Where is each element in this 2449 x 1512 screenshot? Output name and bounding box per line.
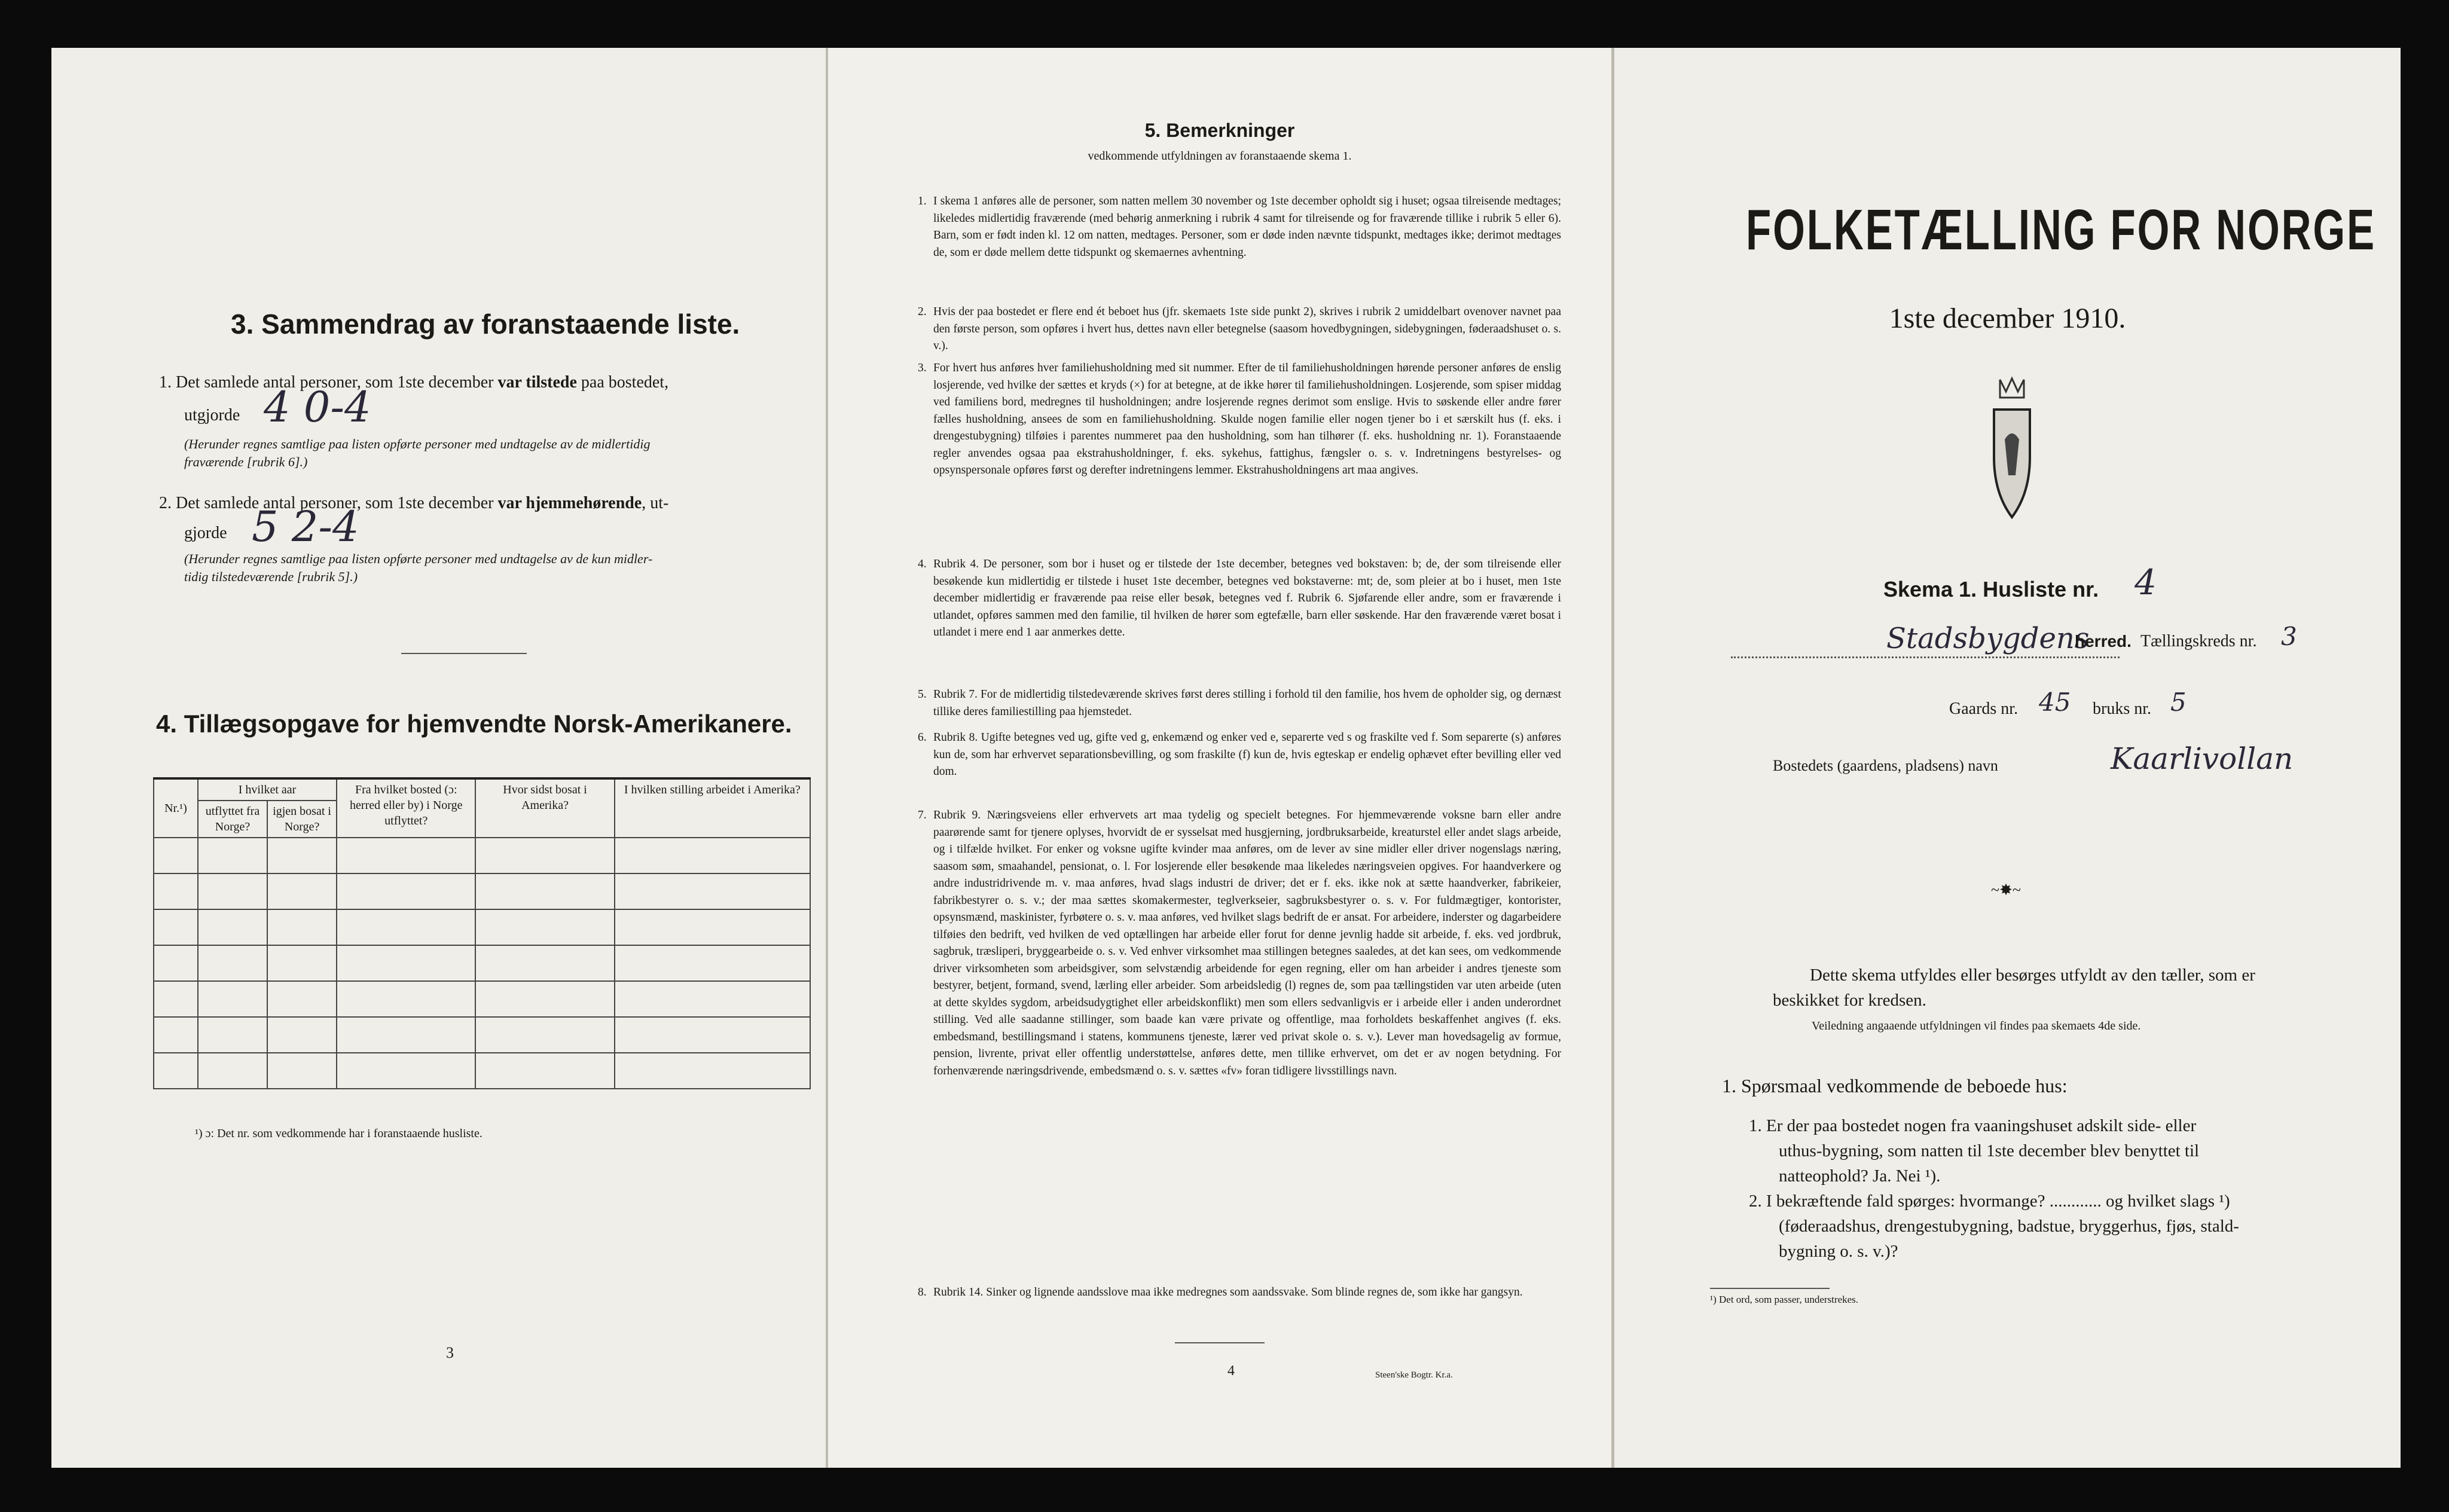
question-2: 2. I bekræftende fald spørges: hvormange? ............ og hvilket slags ¹) (føderaadshus, drengestubygning, badstue, bryggerhus, fjøs, stald- bygning o. s. v.)? xyxy=(1749,1192,2239,1261)
census-date: 1ste december 1910. xyxy=(1889,303,2126,334)
col-amerika-bosat: Hvor sidst bosat i Amerika? xyxy=(475,778,614,838)
handwritten-resident-count: 5 2-4 xyxy=(252,502,359,551)
info-text: Dette skema utfyldes eller besørges utfyldt av den tæller, som er beskikket for kredsen. xyxy=(1773,966,2255,1010)
remarks-subtitle: vedkommende utfyldningen av foranstaaende skema 1. xyxy=(1088,149,1352,163)
page-3 xyxy=(51,48,826,1468)
remark-item-3: 3. For hvert hus anføres hver familiehusholdning med sit nummer. Efter de til familiehusholdningen hørende personer anføres de enslig losjerende, ved hvilke der sættes et kryds (×) for at betegne, at de ikke hører til familiehusholdningen. Losjerende, som spiser middag ved familiens bord, medregnes til husholdningen; andre losjerende regnes derimot som enslige. Hvis to søskende eller andre fører fælles husholdning, ansees de som en familiehusholdning. Skulde nogen familie eller nogen tjener bo i et særskilt hus (f. eks. i drengestubygning) tilføies i parentes nummeret paa den husholdning, som han tilhører (f. eks. husholdning nr. 1). Foranstaaende regler anvendes ogsaa paa ekstrahusholdninger, f. eks. sykehus, fattighus, fængsler o. s. v. Indretningens bestyrelses- og opsynspersonale opføres først og derefter indretningens lemmer. Ekstrahusholdningens art maa angives. xyxy=(918,362,1561,476)
col-fra-bosted: Fra hvilket bosted (ɔ: herred eller by) i Norge utflyttet? xyxy=(337,778,475,838)
summary-item-1-note: (Herunder regnes samtlige paa listen opførte personer med undtagelse av de midlertidig fraværende [rubrik 6].) xyxy=(184,436,651,469)
bruks-label: bruks nr. xyxy=(2093,700,2151,718)
remark-item-7: 7. Rubrik 9. Næringsveiens eller erhvervets art maa tydelig og specielt betegnes. For hjemmeværende voksne barn eller andre paarørende samt for tjenere oplyses, hvorvidt de er sysselsat med husgjerning, jordbruksarbeide, kreaturstel eller andet slags arbeide, og i tilfælde hvilket. For enker og voksne ugifte kvinder maa anføres, om de lever av sine midler eller driver nogenslags næring, saasom søm, smaahandel, pensionat, o. l. For losjerende eller besøkende maa likeledes næringsveien opgives. For haandverkere og andre industridrivende m. v. maa anføres, hvad slags industri de driver; det er f. eks. ikke nok at sætte haandverker, fabrikeier, fabrikbestyrer o. s. v.; der maa sættes skomakermester, teglverkseier, sagbruksbestyrer o. s. v. For fuldmægtiger, kontorister, opsynsmænd, maskinister, fyrbøtere o. s. v. maa anføres, ved hvilket slags bedrift de er ansat. For arbeidere, inderster og dagarbeidere tilføies den bedrift, ved hvilken de ved optællingen har arbeide eller forut for denne jevnlig hadde sit arbeide, f. eks. ved jordbruk, sagbruk, træsliperi, bryggearbeide o. s. v. Ved enhver virksomhet maa stillingen betegnes saaledes, at det kan sees, om vedkommende driver virksomheten som arbeidsgiver, som selvstændig arbeidende for egen regning, eller om han arbeider i andres tjeneste som bestyrer, betjent, formand, svend, lærling eller arbeider. Som arbeidsledig (l) regnes de, som paa tællingstiden var uten arbeide (uten at dette skyldes sygdom, arbeidsudygtighet eller arbeidskonflikt) men som ellers sedvanligvis er i arbeide eller i anden underordnet stilling. Ved alle saadanne stillinger, som baade kan være private og offentlige, maa forholdets beskaffenhet angives (f. eks. embedsmand, bestillingsmand i statens, kommunens tjeneste, lærer ved privat skole o. s. v.). Lever man hovedsagelig av formue, pension, livrente, privat eller offentlig understøttelse, anføres dette, men tillike erhvervet, om det er av nogen betydning. For forhenværende næringsdrivende, embedsmænd o. s. v. sættes «fv» foran tidligere livsstillings navn. xyxy=(918,809,1561,1077)
handwritten-present-count: 4 0-4 xyxy=(264,383,371,432)
remark-item-4: 4. Rubrik 4. De personer, som bor i huset og er tilstede der 1ste december, betegnes ved bokstaven: b; de, der som tilreisende eller besøkende kun midlertidig er tilstede i huset 1ste december, betegnes ved bokstaverne: mt; de, som pleier at bo i huset, men 1ste december midlertidig er fraværende paa reise eller besøk, betegnes ved f. Rubrik 6. Sjøfarende eller andre, som er fraværende i utlandet, opføres sammen med den familie, til hvilken de hører som egtefælle, barn eller søskende. Har den fraværende været bosat i utlandet i mere end 1 aar anmerkes dette. xyxy=(918,558,1561,639)
page-4 xyxy=(828,48,1611,1468)
kreds-value: 3 xyxy=(2281,622,2297,651)
page-5-footnote: ¹) Det ord, som passer, understrekes. xyxy=(1710,1294,1859,1305)
remark-item-2: 2. Hvis der paa bostedet er flere end ét beboet hus (jfr. skemaets 1ste side punkt 2), skrives i rubrik 2 umiddelbart ovenover navnet paa den første person, som opføres i hvert hus, dettes navn eller betegnelse (saasom hovedbygningen, sidebygningen, føderaadshuset o. s. v.). xyxy=(918,306,1561,352)
table-row xyxy=(154,873,810,909)
table-row xyxy=(154,945,810,981)
summary-item-1-label: utgjorde xyxy=(184,406,240,424)
printer-mark: Steen'ske Bogtr. Kr.a. xyxy=(1375,1370,1453,1380)
ornament-divider: ~✸~ xyxy=(1991,881,2021,899)
norway-coat-of-arms-icon xyxy=(1976,374,2048,529)
page-5 xyxy=(1614,48,2401,1468)
remark-item-8: 8. Rubrik 14. Sinker og lignende aandsslove maa ikke medregnes som aandssvake. Som blinde regnes de, som ikke har gangsyn. xyxy=(918,1286,1523,1299)
question-1: 1. Er der paa bostedet nogen fra vaaningshuset adskilt side- eller uthus-bygning, som natten til 1ste december blev benyttet til natteophold? Ja. Nei ¹). xyxy=(1749,1116,2200,1186)
herred-value: Stadsbygdens xyxy=(1886,622,2090,655)
bruks-value: 5 xyxy=(2170,688,2187,717)
summary-item-2-note: (Herunder regnes samtlige paa listen opførte personer med undtagelse av de kun midler- tidig tilstedeværende [rubrik 5].) xyxy=(184,551,653,584)
col-stilling: I hvilken stilling arbeidet i Amerika? xyxy=(615,778,810,838)
table-row xyxy=(154,909,810,945)
husliste-number: 4 xyxy=(2135,562,2157,603)
gaards-label: Gaards nr. xyxy=(1949,700,2019,718)
summary-item-2-label: gjorde xyxy=(184,524,227,542)
table-row xyxy=(154,981,810,1017)
table-row xyxy=(154,1017,810,1053)
page-number: 3 xyxy=(446,1344,454,1361)
remark-item-1: 1. I skema 1 anføres alle de personer, som natten mellem 30 november og 1ste december opholdt sig i huset; ogsaa tilreisende medtages; likeledes midlertidig fraværende (med behørig anmerkning i rubrik 4 samt for tilreisende og for fraværende tillike i rubrik 5 eller 6). Barn, som er født inden kl. 12 om natten, medtages. Personer, som er døde inden nævnte tidspunkt, medtages ikke; derimot medtages de, som er døde mellem dette tidspunkt og skemaernes avhentning. xyxy=(918,195,1561,259)
table-row xyxy=(154,838,810,873)
remark-item-5: 5. Rubrik 7. For de midlertidig tilstedeværende skrives først deres stilling i forhold til den familie, hos hvem de opholder sig, og dernæst tillike deres familiestilling paa hjemstedet. xyxy=(918,688,1561,718)
info-small: Veiledning angaaende utfyldningen vil findes paa skemaets 4de side. xyxy=(1812,1019,2141,1033)
section-4-title: 4. Tillægsopgave for hjemvendte Norsk-Amerikanere. xyxy=(156,710,792,738)
summary-item-1: 1. Det samlede antal personer, som 1ste december var tilstede paa bostedet, xyxy=(159,373,669,392)
kreds-label: Tællingskreds nr. xyxy=(2140,632,2257,650)
divider xyxy=(401,653,527,654)
question-header: 1. Spørsmaal vedkommende de beboede hus: xyxy=(1722,1075,2068,1096)
gaards-value: 45 xyxy=(2039,688,2071,717)
section-4-footnote: ¹) ɔ: Det nr. som vedkommende har i foranstaaende husliste. xyxy=(195,1127,483,1140)
page-number: 4 xyxy=(1227,1363,1235,1379)
norsk-amerikanere-table xyxy=(153,777,811,1089)
table-row xyxy=(154,1053,810,1089)
census-title: FOLKETÆLLING FOR NORGE xyxy=(1746,198,2377,262)
remark-item-6: 6. Rubrik 8. Ugifte betegnes ved ug, gifte ved g, enkemænd og enker ved e, separerte ved s og fraskilte ved f. Som separerte (s) anføres kun de, som har erhvervet separationsbevilling, og som fraskilte (f) kun de, hvis egteskap er endelig ophævet efter bevilling eller ved dom. xyxy=(918,731,1561,778)
divider xyxy=(1175,1342,1265,1343)
section-3-title: 3. Sammendrag av foranstaaende liste. xyxy=(231,308,740,340)
skema-label: Skema 1. Husliste nr. xyxy=(1883,577,2099,601)
group-header: I hvilket aar xyxy=(198,778,337,801)
col-nr: Nr.¹) xyxy=(154,778,198,838)
herred-label: herred. xyxy=(2075,632,2132,650)
bosted-label: Bostedets (gaardens, pladsens) navn xyxy=(1773,757,1998,774)
col-utflyttet: utflyttet fra Norge? xyxy=(198,801,267,838)
col-igjen-bosat: igjen bosat i Norge? xyxy=(267,801,337,838)
bosted-value: Kaarlivollan xyxy=(2111,741,2294,776)
divider xyxy=(1710,1288,1830,1289)
remarks-title: 5. Bemerkninger xyxy=(1144,120,1295,141)
summary-item-2: 2. Det samlede antal personer, som 1ste december var hjemmehørende, ut- xyxy=(159,494,669,512)
